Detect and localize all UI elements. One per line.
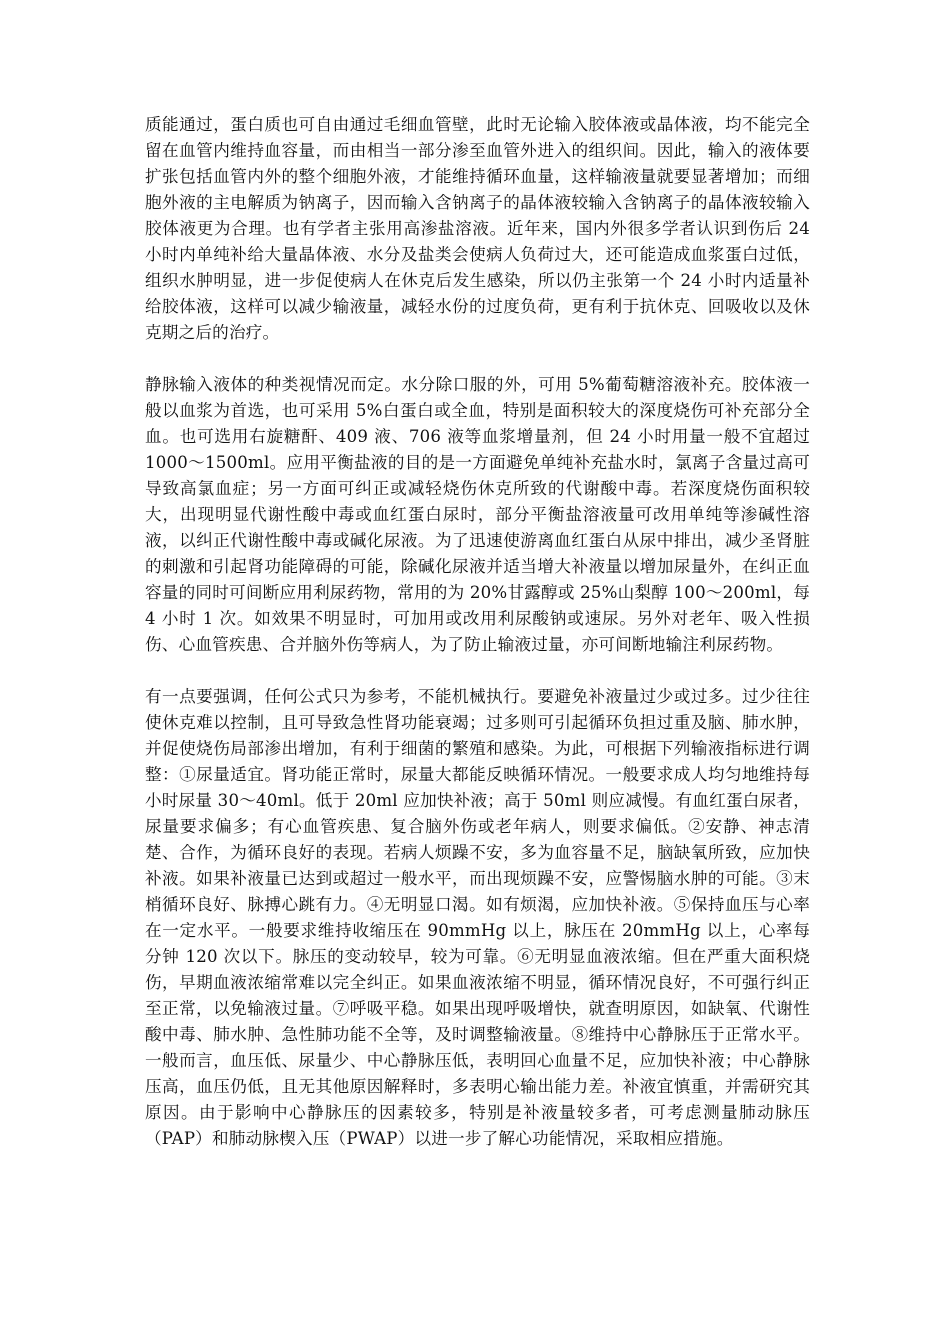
paragraph-monitoring-indicators: 有一点要强调，任何公式只为参考，不能机械执行。要避免补液量过少或过多。过少往往使休克难以控制，且可导致急性肾功能衰竭；过多则可引起循环负担过重及脑、肺水肿，并促使烧伤局部渗出增加，有利于细菌的繁殖和感染。为此，可根据下列输液指标进行调整：①尿量适宜。肾功能正常时，尿量大都能反映循环情况。一般要求成人均匀地维持每小时尿量 30～40ml。低于 20ml 应加快补液；高于 50ml 则应减慢。有血红蛋白尿者，尿量要求偏多；有心血管疾患、复合脑外伤或老年病人，则要求偏低。②安静、神志清楚、合作，为循环良好的表现。若病人烦躁不安，多为血容量不足，脑缺氧所致，应加快补液。如果补液量已达到或超过一般水平，而出现烦躁不安，应警惕脑水肿的可能。③末梢循环良好、脉搏心跳有力。④无明显口渴。如有烦渴，应加快补液。⑤保持血压与心率在一定水平。一般要求维持收缩压在 90mmHg 以上，脉压在 20mmHg 以上，心率每分钟 120 次以下。脉压的变动较早，较为可靠。⑥无明显血液浓缩。但在严重大面积烧伤，早期血液浓缩常难以完全纠正。如果血液浓缩不明显，循环情况良好，不可强行纠正至正常，以免输液过量。⑦呼吸平稳。如果出现呼吸增快，就查明原因，如缺氧、代谢性酸中毒、肺水肿、急性肺功能不全等，及时调整输液量。⑧维持中心静脉压于正常水平。一般而言，血压低、尿量少、中心静脉压低，表明回心血量不足，应加快补液；中心静脉压高，血压仍低，且无其他原因解释时，多表明心输出能力差。补液宜慎重，并需研究其原因。由于影响中心静脉压的因素较多，特别是补液量较多者，可考虑测量肺动脉压（PAP）和肺动脉楔入压（PWAP）以进一步了解心功能情况，采取相应措施。 — [145, 687, 810, 1148]
paragraph-fluid-resuscitation-rationale: 质能通过，蛋白质也可自由通过毛细血管壁，此时无论输入胶体液或晶体液，均不能完全留在血管内维持血容量，而由相当一部分渗至血管外进入的组织间。因此，输入的液体要扩张包括血管内外的整个细胞外液，才能维持循环血量，这样输液量就要显著增加；而细胞外液的主电解质为钠离子，因而输入含钠离子的晶体液较输入含钠离子的晶体液较输入胶体液更为合理。也有学者主张用高渗盐溶液。近年来，国内外很多学者认识到伤后 24 小时内单纯补给大量晶体液、水分及盐类会使病人负荷过大，还可能造成血浆蛋白过低，组织水肿明显，进一步促使病人在休克后发生感染，所以仍主张第一个 24 小时内适量补给胶体液，这样可以减少输液量，减轻水份的过度负荷，更有利于抗休克、回吸收以及休克期之后的治疗。 — [145, 115, 810, 342]
document-page — [145, 112, 810, 1152]
paragraph-fluid-types: 静脉输入液体的种类视情况而定。水分除口服的外，可用 5%葡萄糖溶液补充。胶体液一般以血浆为首选，也可采用 5%白蛋白或全血，特别是面积较大的深度烧伤可补充部分全血。也可选用右旋糖酐、409 液、706 液等血浆增量剂，但 24 小时用量一般不宜超过 1000～1500ml。应用平衡盐液的目的是一方面避免单纯补充盐水时，氯离子含量过高可导致高氯血症；另一方面可纠正或减轻烧伤休克所致的代谢酸中毒。若深度烧伤面积较大，出现明显代谢性酸中毒或血红蛋白尿时，部分平衡盐溶液量可改用单纯等渗碱性溶液，以纠正代谢性酸中毒或碱化尿液。为了迅速使游离血红蛋白从尿中排出，减少圣肾脏的刺激和引起肾功能障碍的可能，除碱化尿液并适当增大补液量以增加尿量外，在纠正血容量的同时可间断应用利尿药物，常用的为 20%甘露醇或 25%山梨醇 100～200ml，每 4 小时 1 次。如效果不明显时，可加用或改用利尿酸钠或速尿。另外对老年、吸入性损伤、心血管疾患、合并脑外伤等病人，为了防止输液过量，亦可间断地输注利尿药物。 — [145, 375, 810, 654]
